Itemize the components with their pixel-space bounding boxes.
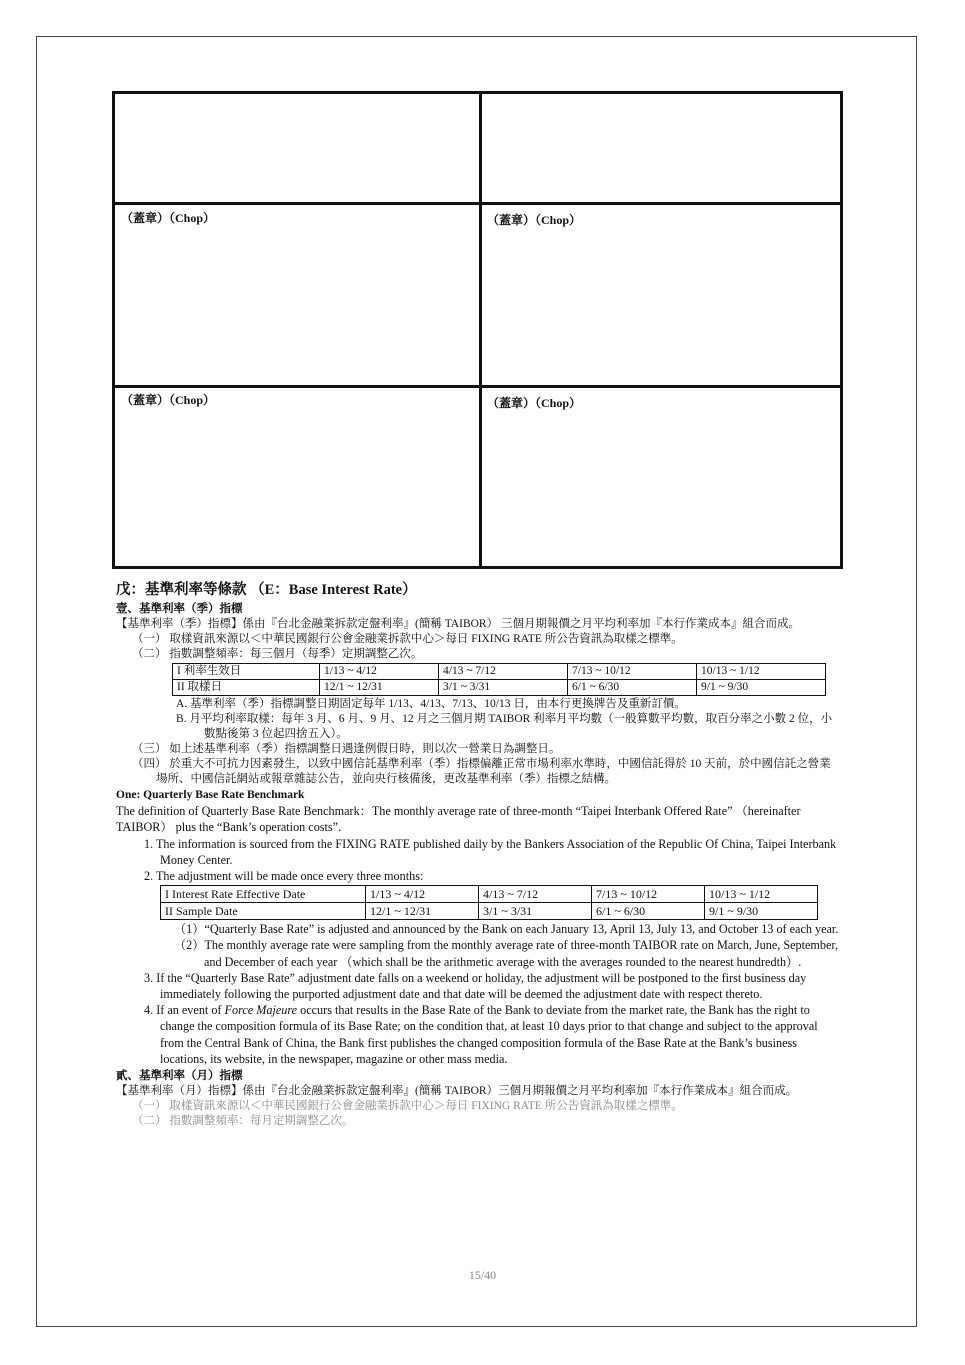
item4-text-end: occurs that results in the Base Rate of the Bank to deviate from the market rate, the Bank has the right to change the composition formula of its Base Rate; on the condition that, at least 10 days prior to that change and subject to the approval from the Central Bank of China, the Bank first publishes the changed composition formula of the Base Rate at the Bank’s business locations, its website, in the newspaper, magazine or other mass media.	[160, 1003, 818, 1066]
quarterly-schedule-table-en	[160, 885, 818, 920]
table-row	[173, 664, 826, 680]
table-row	[161, 903, 818, 920]
table-cell: II Sample Date	[161, 903, 366, 920]
quarterly-heading-en: One: Quarterly Base Rate Benchmark	[116, 789, 305, 801]
quarterly-item2-zh: （二） 指數調整頻率：每三個月（每季）定期調整乙次。	[132, 648, 423, 660]
quarterly-item1-en: 1. The information is sourced from the FIXING RATE published daily by the Bankers Association of the Republic Of China, Taipei Interbank Money Center.	[144, 836, 837, 867]
quarterly-item4-en	[116, 1002, 840, 1067]
monthly-heading-zh: 貳、基準利率（月）指標	[116, 1070, 243, 1083]
table-cell: II 取樣日	[173, 680, 320, 696]
monthly-item1-zh: （一） 取樣資訊來源以＜中華民國銀行公會金融業拆款中心＞每日 FIXING RATE 所公告資訊為取樣之標準。	[132, 1100, 683, 1113]
quarterly-item3-zh: （三） 如上述基準利率（季）指標調整日遇逢例假日時，則以次一營業日為調整日。	[132, 743, 561, 755]
chop-label: （蓋章）（Chop）	[121, 393, 216, 407]
quarterly-item2-en: 2. The adjustment will be made once every three months:	[144, 869, 424, 884]
table-cell: 10/13 ~ 1/12	[697, 664, 826, 680]
table-cell: I Interest Rate Effective Date	[161, 886, 366, 903]
table-cell: 9/1 ~ 9/30	[697, 680, 826, 696]
table-cell: 4/13 ~ 7/12	[479, 886, 592, 903]
quarterly-note1-en: （1）“Quarterly Base Rate” is adjusted and announced by the Bank on each January 13, April 13, July 13, and October 13 of each year.	[174, 922, 839, 937]
grid-divider	[115, 202, 840, 205]
quarterly-note2-en: （2）The monthly average rate were sampling from the monthly average rate of three-month TAIBOR rate on March, June, September, and December of each year （which shall be the arithmetic average with the averages rounded to the nearest hundredth）.	[174, 938, 839, 969]
grid-divider	[115, 385, 840, 388]
grid-divider	[479, 94, 482, 566]
quarterly-note-a-zh: A. 基準利率（季）指標調整日期固定每年 1/13、4/13、7/13、10/13 日，由本行更換牌告及重新訂價。	[176, 698, 686, 710]
chop-label: （蓋章）（Chop）	[121, 211, 216, 225]
table-cell: I 利率生效日	[173, 664, 320, 680]
force-majeure-term: Force Majeure	[224, 1003, 298, 1018]
table-cell: 3/1 ~ 3/31	[439, 680, 568, 696]
chop-label: （蓋章）（Chop）	[487, 396, 582, 410]
item4-text-start: 4. If an event of	[144, 1003, 225, 1018]
quarterly-schedule-table-zh	[172, 663, 826, 696]
table-cell: 1/13 ~ 4/12	[320, 664, 439, 680]
table-cell: 6/1 ~ 6/30	[568, 680, 697, 696]
quarterly-english-block	[116, 787, 840, 1067]
quarterly-heading-zh: 壹、基準利率（季）指標	[116, 603, 243, 615]
chop-box-grid	[112, 91, 843, 569]
quarterly-item3-en: 3. If the “Quarterly Base Rate” adjustment date falls on a weekend or holiday, the adjustment will be postponed to the first business day immediately following the purported adjustment date and that date will be deemed the adjustment date with respect thereto.	[144, 970, 807, 1002]
table-cell: 6/1 ~ 6/30	[592, 903, 705, 920]
table-cell: 4/13 ~ 7/12	[439, 664, 568, 680]
page-number: 15/40	[468, 1268, 497, 1282]
table-cell: 12/1 ~ 12/31	[366, 903, 479, 920]
quarterly-note-b-zh: B. 月平均利率取樣：每年 3 月、6 月、9 月、12 月之三個月期 TAIBOR 利率月平均數（一般算數平均數，取百分率之小數 2 位，小數點後第 3 位起四捨五入）。	[176, 713, 833, 740]
table-cell: 12/1 ~ 12/31	[320, 680, 439, 696]
table-cell: 7/13 ~ 10/12	[592, 886, 705, 903]
section-title: 戊：基準利率等條款 （E：Base Interest Rate）	[116, 582, 417, 598]
quarterly-definition-zh: 【基準利率（季）指標】係由『台北金融業拆款定盤利率』(簡稱 TAIBOR） 三個月期報價之月平均利率加『本行作業成本』組合而成。	[116, 618, 800, 630]
table-cell: 10/13 ~ 1/12	[705, 886, 818, 903]
table-cell: 9/1 ~ 9/30	[705, 903, 818, 920]
chop-label: （蓋章）（Chop）	[487, 213, 582, 227]
table-cell: 1/13 ~ 4/12	[366, 886, 479, 903]
quarterly-definition-en: The definition of Quarterly Base Rate Benchmark：The monthly average rate of three-month “Taipei Interbank Offered Rate” （hereinafter TAIBOR） plus the “Bank’s operation costs”.	[116, 804, 801, 835]
table-cell: 3/1 ~ 3/31	[479, 903, 592, 920]
table-cell: 7/13 ~ 10/12	[568, 664, 697, 680]
monthly-item2-zh: （二） 指數調整頻率：每月定期調整乙次。	[132, 1115, 354, 1128]
table-row	[161, 886, 818, 903]
quarterly-item4-zh: （四） 於重大不可抗力因素發生，以致中國信託基準利率（季）指標偏離正常市場利率水準時，中國信託得於 10 天前，於中國信託之營業場所、中國信託網站或報章雜誌公告，並向央行核備後，更改基準利率（季）指標之結構。	[132, 758, 831, 785]
table-row	[173, 680, 826, 696]
monthly-definition-zh: 【基準利率（月）指標】係由『台北金融業拆款定盤利率』(簡稱 TAIBOR）三個月期報價之月平均利率加『本行作業成本』組合而成。	[116, 1085, 798, 1098]
base-interest-rate-section	[116, 583, 840, 1129]
quarterly-item1-zh: （一） 取樣資訊來源以＜中華民國銀行公會金融業拆款中心＞每日 FIXING RATE 所公告資訊為取樣之標準。	[132, 633, 683, 645]
